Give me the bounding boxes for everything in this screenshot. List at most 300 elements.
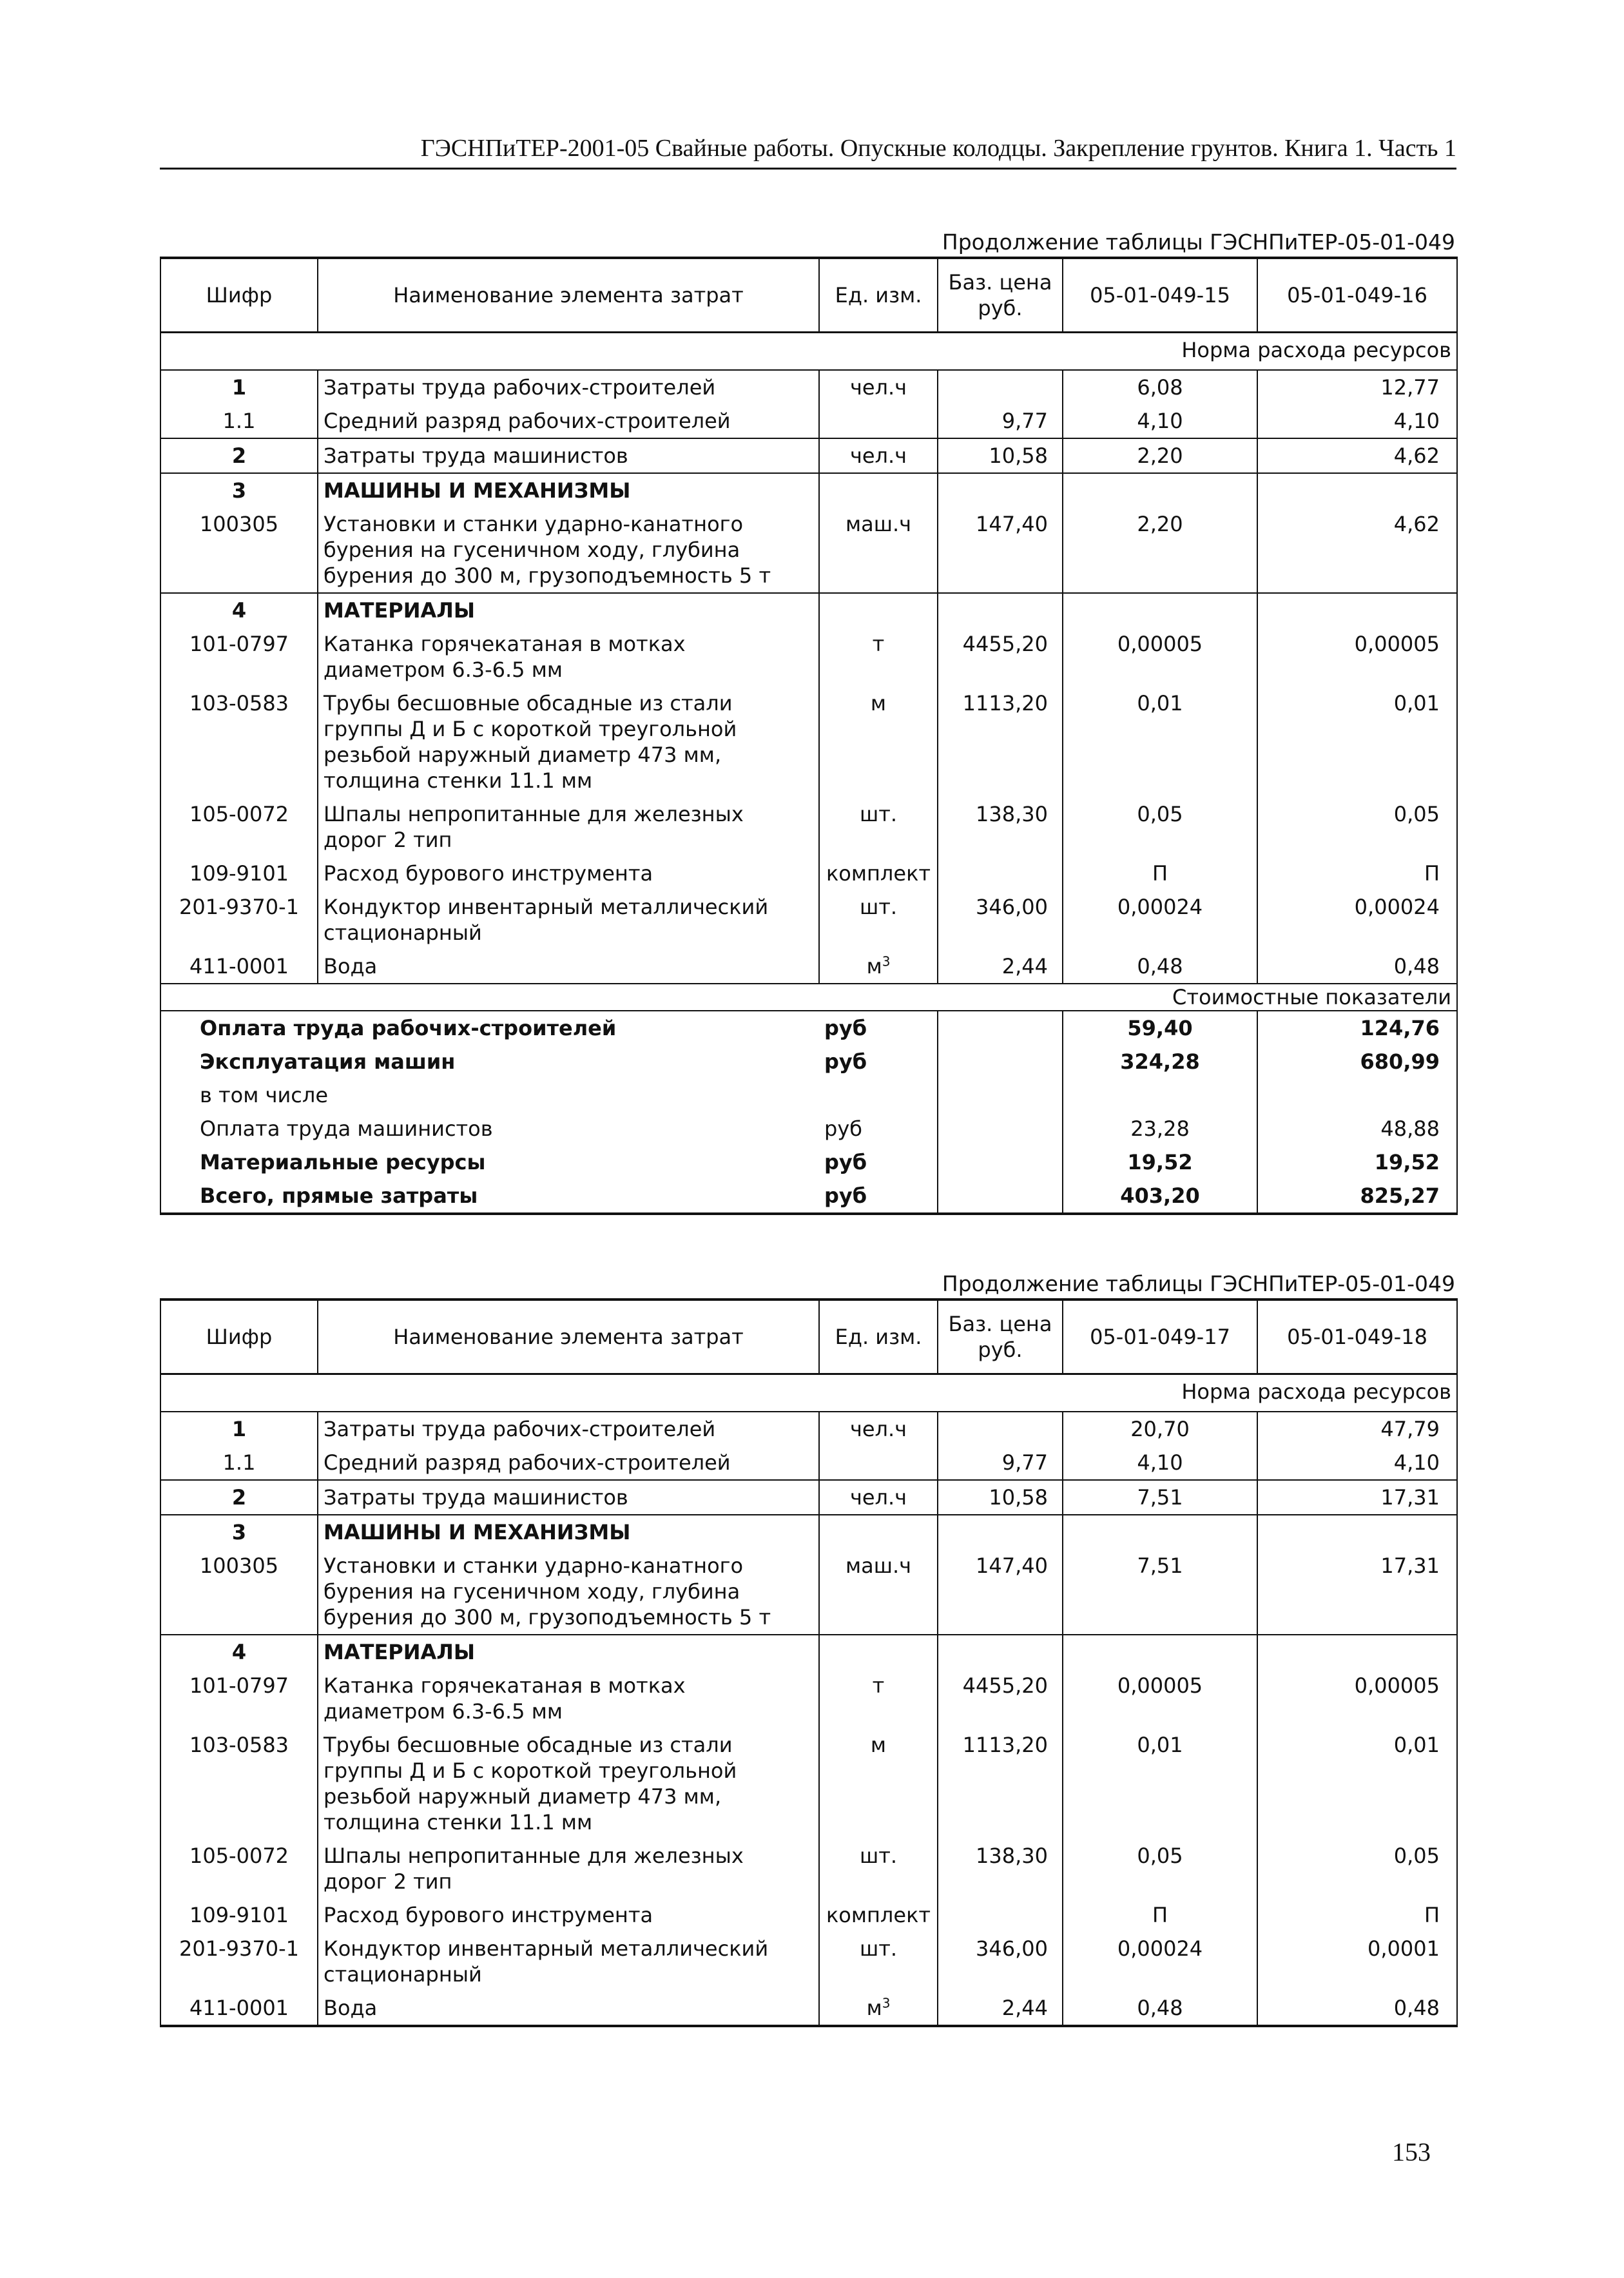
totals-name-text: Оплата труда машинистов	[200, 1116, 493, 1141]
cell-value-a	[1063, 438, 1257, 473]
cell-value-a-text: 4,10	[1137, 1450, 1183, 1475]
cell-price	[938, 1412, 1063, 1446]
cell-value-b-text: 0,00024	[1354, 895, 1440, 919]
cell-name	[318, 857, 819, 890]
cell-value-b-text: 4,10	[1393, 1450, 1440, 1475]
cell-value-b	[1257, 949, 1457, 984]
cell-code	[160, 1446, 318, 1480]
table-row	[160, 890, 1457, 949]
cell-value-b-text: 0,48	[1393, 954, 1440, 978]
table2-header-row	[160, 1300, 1457, 1374]
cell-price	[938, 1991, 1063, 2026]
table-row	[160, 1515, 1457, 1549]
cell-price-text: 2,44	[1001, 1996, 1048, 2020]
cell-value-a-text: 0,48	[1137, 954, 1183, 978]
cell-code-text: 4	[231, 1640, 247, 1664]
cell-value-b-text: 0,00005	[1354, 632, 1440, 656]
table-row	[160, 949, 1457, 984]
cell-value-b	[1257, 1991, 1457, 2026]
cell-unit	[819, 1412, 938, 1446]
cell-unit-text: шт.	[859, 1936, 898, 1961]
cell-name-text: Трубы бесшовные обсадные из стали группы Д и Б с короткой треугольной резьбой наружный диаметр 473 мм, толщина стенки 11.1 мм	[324, 691, 737, 793]
cell-code	[160, 1898, 318, 1932]
totals-name	[160, 1045, 819, 1078]
cell-value-a	[1063, 857, 1257, 890]
totals-unit	[819, 1078, 938, 1112]
cell-price	[938, 1728, 1063, 1839]
table2-body	[160, 1412, 1457, 2026]
cell-code	[160, 593, 318, 627]
cell-name	[318, 1839, 819, 1898]
cell-name	[318, 1515, 819, 1549]
cell-name	[318, 1728, 819, 1839]
cell-value-a-text: П	[1152, 861, 1168, 886]
cell-name-text: Трубы бесшовные обсадные из стали группы Д и Б с короткой треугольной резьбой наружный диаметр 473 мм, толщина стенки 11.1 мм	[324, 1733, 737, 1835]
cell-price	[938, 370, 1063, 404]
cell-price-text: 4455,20	[962, 1673, 1048, 1698]
cell-code-text: 105-0072	[189, 802, 289, 826]
unit-superscript: 3	[882, 1995, 891, 2011]
cell-value-a	[1063, 1991, 1257, 2026]
cell-value-b	[1257, 593, 1457, 627]
cell-value-a-text: П	[1152, 1903, 1168, 1927]
cell-code	[160, 438, 318, 473]
cell-value-a	[1063, 686, 1257, 797]
cell-price	[938, 1549, 1063, 1635]
unit-superscript: 3	[882, 953, 891, 969]
table-row	[160, 627, 1457, 686]
totals-unit	[819, 1011, 938, 1045]
totals-value-b	[1257, 1011, 1457, 1045]
cell-value-b-text: П	[1424, 1903, 1440, 1927]
cell-code	[160, 1480, 318, 1515]
cell-unit	[819, 1515, 938, 1549]
table-row	[160, 370, 1457, 404]
cell-value-a-text: 0,00005	[1117, 1673, 1203, 1698]
cell-name	[318, 1412, 819, 1446]
cell-name-text: Затраты труда машинистов	[324, 443, 628, 468]
cell-value-b-text: 4,62	[1393, 512, 1440, 536]
table2-continuation: Продолжение таблицы ГЭСНПиТЕР-05-01-049	[942, 1271, 1455, 1296]
cell-unit	[819, 370, 938, 404]
cell-value-b	[1257, 1839, 1457, 1898]
totals-unit-text: руб	[824, 1183, 867, 1208]
cell-unit-text: м	[870, 691, 887, 716]
cell-unit-text: комплект	[826, 1903, 931, 1927]
cell-code-text: 100305	[199, 512, 279, 536]
cell-price	[938, 890, 1063, 949]
cell-code-text: 2	[231, 443, 247, 468]
table-row	[160, 1446, 1457, 1480]
cell-unit	[819, 627, 938, 686]
totals-price	[938, 1045, 1063, 1078]
cell-name	[318, 593, 819, 627]
totals-value-a-text: 19,52	[1127, 1150, 1193, 1174]
cell-value-a	[1063, 1932, 1257, 1991]
totals-row	[160, 1045, 1457, 1078]
table-row	[160, 1635, 1457, 1669]
totals-value-a	[1063, 1145, 1257, 1179]
cell-code-text: 1	[231, 375, 247, 400]
cell-unit	[819, 890, 938, 949]
totals-row	[160, 1112, 1457, 1145]
cell-code	[160, 473, 318, 507]
cell-value-b	[1257, 797, 1457, 857]
totals-unit-text: руб	[824, 1116, 862, 1141]
cell-price	[938, 1635, 1063, 1669]
cell-name	[318, 627, 819, 686]
cell-code	[160, 686, 318, 797]
norm-label: Норма расхода ресурсов	[160, 333, 1457, 371]
cell-price-text: 147,40	[976, 1553, 1048, 1578]
totals-row	[160, 1011, 1457, 1045]
cell-unit-text: м	[866, 1996, 882, 2020]
cell-value-a-text: 0,01	[1137, 1733, 1183, 1757]
cell-value-a	[1063, 1728, 1257, 1839]
table1-body	[160, 370, 1457, 984]
cell-value-a	[1063, 404, 1257, 438]
cell-name	[318, 1549, 819, 1635]
cell-price	[938, 404, 1063, 438]
cell-value-b	[1257, 507, 1457, 593]
totals-name-text: Материальные ресурсы	[200, 1150, 486, 1174]
cell-value-b-text: 17,31	[1380, 1553, 1440, 1578]
cell-unit-text: чел.ч	[849, 443, 907, 468]
cell-price	[938, 1515, 1063, 1549]
cell-name	[318, 686, 819, 797]
table1	[160, 257, 1458, 1215]
cell-code	[160, 1515, 318, 1549]
cell-value-a-text: 0,05	[1137, 1844, 1183, 1868]
cell-value-a-text: 0,48	[1137, 1996, 1183, 2020]
cell-value-a-text: 0,00024	[1117, 1936, 1203, 1961]
table-row	[160, 1898, 1457, 1932]
cell-name-text: Средний разряд рабочих-строителей	[324, 409, 731, 433]
cell-code-text: 4	[231, 598, 247, 623]
cell-price	[938, 627, 1063, 686]
cell-value-a-text: 7,51	[1137, 1553, 1183, 1578]
cell-value-a	[1063, 1549, 1257, 1635]
cell-code	[160, 1635, 318, 1669]
cell-price	[938, 1898, 1063, 1932]
cell-value-a-text: 6,08	[1137, 375, 1183, 400]
cell-code-text: 105-0072	[189, 1844, 289, 1868]
cell-price-text: 9,77	[1001, 1450, 1048, 1475]
col-header-b: 05-01-049-16	[1257, 258, 1457, 333]
cell-price-text: 138,30	[976, 1844, 1048, 1868]
table2	[160, 1298, 1458, 2027]
cell-value-b	[1257, 1412, 1457, 1446]
totals-price	[938, 1078, 1063, 1112]
cell-name-text: МАТЕРИАЛЫ	[324, 1640, 476, 1664]
cell-code-text: 201-9370-1	[179, 895, 299, 919]
cell-value-b-text: 0,48	[1393, 1996, 1440, 2020]
cell-code	[160, 370, 318, 404]
cell-unit-text: чел.ч	[849, 1485, 907, 1510]
cell-value-b	[1257, 404, 1457, 438]
cell-value-a-text: 0,01	[1137, 691, 1183, 716]
cell-value-a	[1063, 627, 1257, 686]
totals-price	[938, 1112, 1063, 1145]
cell-price-text: 138,30	[976, 802, 1048, 826]
totals-unit	[819, 1179, 938, 1214]
cell-value-a-text: 0,00005	[1117, 632, 1203, 656]
cell-price	[938, 438, 1063, 473]
cell-code	[160, 1932, 318, 1991]
cell-name	[318, 404, 819, 438]
cell-value-a	[1063, 949, 1257, 984]
cell-unit	[819, 1991, 938, 2026]
cell-value-b	[1257, 1932, 1457, 1991]
cell-name-text: Шпалы непропитанные для железных дорог 2 тип	[324, 802, 744, 852]
totals-unit-text: руб	[824, 1150, 867, 1174]
cell-unit	[819, 438, 938, 473]
totals-value-b-text: 825,27	[1360, 1183, 1440, 1208]
cell-value-a-text: 7,51	[1137, 1485, 1183, 1510]
table-row	[160, 1549, 1457, 1635]
cell-value-a-text: 0,05	[1137, 802, 1183, 826]
cell-value-b-text: 0,05	[1393, 1844, 1440, 1868]
cell-name-text: Средний разряд рабочих-строителей	[324, 1450, 731, 1475]
cell-value-b	[1257, 438, 1457, 473]
cell-name-text: МАТЕРИАЛЫ	[324, 598, 476, 623]
cell-code-text: 103-0583	[189, 691, 289, 716]
cell-unit-text: маш.ч	[845, 1553, 912, 1578]
cell-value-a	[1063, 1898, 1257, 1932]
totals-name-text: Всего, прямые затраты	[200, 1183, 478, 1208]
cell-price	[938, 1669, 1063, 1728]
cell-value-b	[1257, 1669, 1457, 1728]
col-header-name: Наименование элемента затрат	[318, 1300, 819, 1374]
totals-value-a	[1063, 1179, 1257, 1214]
cell-price-text: 1113,20	[962, 691, 1048, 716]
cell-value-b-text: 0,0001	[1368, 1936, 1440, 1961]
totals-value-b-text: 680,99	[1360, 1049, 1440, 1074]
cell-name	[318, 1635, 819, 1669]
cell-price-text: 10,58	[989, 443, 1048, 468]
cell-code	[160, 1991, 318, 2026]
totals-value-b	[1257, 1179, 1457, 1214]
cell-unit-text: чел.ч	[849, 1417, 907, 1441]
table-row	[160, 473, 1457, 507]
cell-unit	[819, 1446, 938, 1480]
table-row	[160, 1932, 1457, 1991]
col-header-price: Баз. цена руб.	[938, 1300, 1063, 1374]
cell-unit-text: м	[870, 1733, 887, 1757]
col-header-name: Наименование элемента затрат	[318, 258, 819, 333]
cell-code-text: 101-0797	[189, 632, 289, 656]
cell-value-a	[1063, 473, 1257, 507]
cell-value-b	[1257, 473, 1457, 507]
totals-unit-text: руб	[824, 1049, 867, 1074]
cell-code	[160, 797, 318, 857]
col-header-code: Шифр	[160, 1300, 318, 1374]
cell-unit-text: чел.ч	[849, 375, 907, 400]
cell-name-text: Затраты труда машинистов	[324, 1485, 628, 1510]
cell-code	[160, 1549, 318, 1635]
totals-name	[160, 1011, 819, 1045]
totals-name-text: в том числе	[200, 1083, 328, 1107]
cell-code-text: 201-9370-1	[179, 1936, 299, 1961]
norm-row	[160, 1374, 1457, 1412]
table-row	[160, 1480, 1457, 1515]
cell-unit	[819, 1549, 938, 1635]
cell-price	[938, 797, 1063, 857]
cell-name-text: Кондуктор инвентарный металлический стационарный	[324, 1936, 769, 1987]
cell-value-b	[1257, 1549, 1457, 1635]
cell-value-a	[1063, 1635, 1257, 1669]
cell-code-text: 3	[231, 478, 247, 503]
cell-value-a	[1063, 1669, 1257, 1728]
cell-value-a	[1063, 797, 1257, 857]
cell-price	[938, 1446, 1063, 1480]
totals-value-b	[1257, 1078, 1457, 1112]
cell-value-b	[1257, 1446, 1457, 1480]
cell-name	[318, 1898, 819, 1932]
table-row	[160, 1669, 1457, 1728]
cell-value-b	[1257, 1515, 1457, 1549]
cell-value-a	[1063, 890, 1257, 949]
totals-value-a	[1063, 1011, 1257, 1045]
cost-label: Стоимостные показатели	[160, 984, 1457, 1011]
cell-code-text: 2	[231, 1485, 247, 1510]
cell-value-a	[1063, 1515, 1257, 1549]
cost-row	[160, 984, 1457, 1011]
cell-name-text: Вода	[324, 954, 378, 978]
cell-code-text: 3	[231, 1520, 247, 1544]
col-header-unit: Ед. изм.	[819, 258, 938, 333]
cell-value-b-text: 0,00005	[1354, 1673, 1440, 1698]
cell-unit-text: шт.	[859, 802, 898, 826]
cell-value-b	[1257, 890, 1457, 949]
cell-value-b-text: 12,77	[1380, 375, 1440, 400]
cell-price	[938, 686, 1063, 797]
totals-price	[938, 1011, 1063, 1045]
cell-price-text: 346,00	[976, 1936, 1048, 1961]
cell-name	[318, 890, 819, 949]
totals-value-b-text: 19,52	[1374, 1150, 1440, 1174]
cell-code	[160, 949, 318, 984]
cell-value-a	[1063, 593, 1257, 627]
cell-unit	[819, 1669, 938, 1728]
cell-price	[938, 507, 1063, 593]
col-header-a: 05-01-049-17	[1063, 1300, 1257, 1374]
cell-code-text: 411-0001	[189, 954, 289, 978]
totals-unit	[819, 1112, 938, 1145]
cell-price	[938, 1839, 1063, 1898]
cell-value-a-text: 0,00024	[1117, 895, 1203, 919]
table1-totals-body	[160, 1011, 1457, 1214]
totals-name	[160, 1078, 819, 1112]
cell-value-b-text: 17,31	[1380, 1485, 1440, 1510]
cell-value-b-text: 0,01	[1393, 1733, 1440, 1757]
col-header-code: Шифр	[160, 258, 318, 333]
norm-label: Норма расхода ресурсов	[160, 1374, 1457, 1412]
table-row	[160, 1728, 1457, 1839]
cell-value-a-text: 4,10	[1137, 409, 1183, 433]
norm-row	[160, 333, 1457, 371]
cell-value-a-text: 2,20	[1137, 512, 1183, 536]
cell-unit	[819, 686, 938, 797]
cell-value-b	[1257, 857, 1457, 890]
cell-price-text: 346,00	[976, 895, 1048, 919]
cell-price-text: 2,44	[1001, 954, 1048, 978]
cell-price	[938, 949, 1063, 984]
col-header-unit: Ед. изм.	[819, 1300, 938, 1374]
cell-name	[318, 473, 819, 507]
cell-code-text: 109-9101	[189, 861, 289, 886]
cell-name-text: Установки и станки ударно-канатного бурения на гусеничном ходу, глубина бурения до 300 м, грузоподъемность 5 т	[324, 1553, 771, 1630]
cell-unit-text: т	[872, 1673, 885, 1698]
cell-code-text: 1.1	[222, 409, 256, 433]
cell-unit	[819, 1898, 938, 1932]
cell-unit-text: м	[866, 954, 882, 978]
table-row	[160, 797, 1457, 857]
cell-name	[318, 1446, 819, 1480]
totals-name	[160, 1112, 819, 1145]
cell-price-text: 147,40	[976, 512, 1048, 536]
cell-name	[318, 1932, 819, 1991]
cell-value-b	[1257, 1480, 1457, 1515]
cell-name-text: Затраты труда рабочих-строителей	[324, 1417, 716, 1441]
cell-unit-text: т	[872, 632, 885, 656]
cell-value-b	[1257, 686, 1457, 797]
cell-price	[938, 473, 1063, 507]
table-row	[160, 1839, 1457, 1898]
totals-name-text: Оплата труда рабочих-строителей	[200, 1016, 617, 1040]
col-header-a: 05-01-049-15	[1063, 258, 1257, 333]
cell-value-a-text: 20,70	[1130, 1417, 1190, 1441]
page-number: 153	[1392, 2137, 1431, 2166]
totals-value-a-text: 324,28	[1120, 1049, 1200, 1074]
totals-value-a-text: 403,20	[1120, 1183, 1200, 1208]
cell-price	[938, 1932, 1063, 1991]
table-row	[160, 686, 1457, 797]
cell-unit	[819, 857, 938, 890]
cell-code	[160, 1839, 318, 1898]
cell-code	[160, 404, 318, 438]
totals-value-a	[1063, 1045, 1257, 1078]
totals-row	[160, 1179, 1457, 1214]
table-row	[160, 593, 1457, 627]
cell-name	[318, 507, 819, 593]
cell-name	[318, 797, 819, 857]
table1-continuation: Продолжение таблицы ГЭСНПиТЕР-05-01-049	[942, 229, 1455, 255]
totals-row	[160, 1078, 1457, 1112]
totals-value-a-text: 59,40	[1127, 1016, 1193, 1040]
col-header-price: Баз. цена руб.	[938, 258, 1063, 333]
cell-value-a	[1063, 1446, 1257, 1480]
cell-value-b-text: 47,79	[1380, 1417, 1440, 1441]
cell-code	[160, 857, 318, 890]
cell-value-a	[1063, 370, 1257, 404]
cell-name	[318, 1669, 819, 1728]
totals-unit	[819, 1045, 938, 1078]
cell-value-a	[1063, 1412, 1257, 1446]
cell-value-b	[1257, 627, 1457, 686]
cell-code-text: 100305	[199, 1553, 279, 1578]
cell-code-text: 1.1	[222, 1450, 256, 1475]
table-row	[160, 404, 1457, 438]
cell-name-text: Катанка горячекатаная в мотках диаметром 6.3-6.5 мм	[324, 1673, 686, 1724]
cell-unit	[819, 1480, 938, 1515]
cell-value-b	[1257, 370, 1457, 404]
table1-header-row	[160, 258, 1457, 333]
table-row	[160, 857, 1457, 890]
cell-unit-text: шт.	[859, 1844, 898, 1868]
cell-name-text: Расход бурового инструмента	[324, 1903, 653, 1927]
cell-price-text: 10,58	[989, 1485, 1048, 1510]
